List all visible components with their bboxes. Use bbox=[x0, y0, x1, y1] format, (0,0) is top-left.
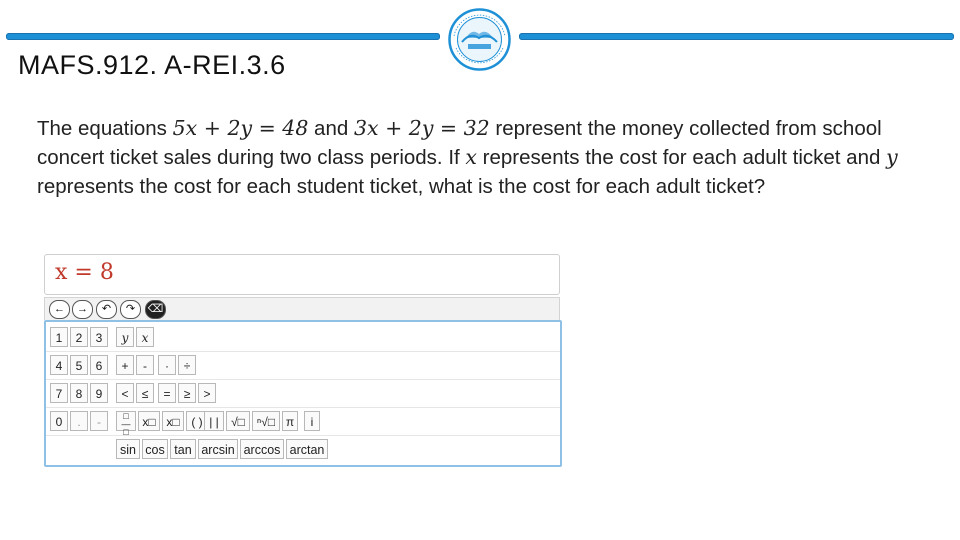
key-minus[interactable]: - bbox=[136, 355, 154, 375]
key-4[interactable]: 4 bbox=[50, 355, 68, 375]
key-absolute-value[interactable]: | | bbox=[204, 411, 224, 431]
keypad-divider bbox=[46, 379, 560, 380]
key-greater-equal[interactable]: ≥ bbox=[178, 383, 196, 403]
key-superscript[interactable]: x□ bbox=[138, 411, 160, 431]
key-greater-than[interactable]: > bbox=[198, 383, 216, 403]
key-divide[interactable]: ÷ bbox=[178, 355, 196, 375]
key-3[interactable]: 3 bbox=[90, 327, 108, 347]
header-bar-right bbox=[519, 33, 954, 40]
school-district-seal-icon bbox=[448, 8, 511, 71]
key-arcsin[interactable]: arcsin bbox=[198, 439, 238, 459]
equation-editor-toolbar bbox=[44, 297, 560, 320]
key-imaginary[interactable]: i bbox=[304, 411, 320, 431]
keypad-divider bbox=[46, 351, 560, 352]
redo-button[interactable]: ↷ bbox=[120, 300, 141, 319]
equation-2: 3x + 2y = 32 bbox=[353, 116, 490, 140]
equation-1: 5x + 2y = 48 bbox=[172, 116, 309, 140]
key-1[interactable]: 1 bbox=[50, 327, 68, 347]
key-5[interactable]: 5 bbox=[70, 355, 88, 375]
key-multiply[interactable]: · bbox=[158, 355, 176, 375]
key-9[interactable]: 9 bbox=[90, 383, 108, 403]
key-less-than[interactable]: < bbox=[116, 383, 134, 403]
key-plus[interactable]: + bbox=[116, 355, 134, 375]
key-equals[interactable]: = bbox=[158, 383, 176, 403]
key-sin[interactable]: sin bbox=[116, 439, 140, 459]
key-6[interactable]: 6 bbox=[90, 355, 108, 375]
question-text-part: represent the money collected from school concert ticket sales during two class periods. If bbox=[37, 117, 882, 169]
key-2[interactable]: 2 bbox=[70, 327, 88, 347]
question-text bbox=[37, 114, 942, 201]
undo-button[interactable]: ↶ bbox=[96, 300, 117, 319]
delete-button[interactable]: ⌫ bbox=[145, 300, 166, 319]
key-tan[interactable]: tan bbox=[170, 439, 196, 459]
key-7[interactable]: 7 bbox=[50, 383, 68, 403]
fraction-icon: □ — □ bbox=[121, 411, 131, 437]
answer-input[interactable] bbox=[44, 254, 560, 295]
key-y[interactable]: y bbox=[116, 327, 134, 347]
question-text-part: represents the cost for each student ticket, what is the cost for each adult ticket? bbox=[37, 175, 766, 198]
key-square-root[interactable]: √□ bbox=[226, 411, 250, 431]
question-text-part: The equations bbox=[37, 117, 173, 140]
key-x[interactable]: x bbox=[136, 327, 154, 347]
question-text-part: and bbox=[308, 117, 354, 140]
key-negative[interactable]: - bbox=[90, 411, 108, 431]
key-arctan[interactable]: arctan bbox=[286, 439, 328, 459]
back-arrow-button[interactable]: ← bbox=[49, 300, 70, 319]
forward-arrow-button[interactable]: → bbox=[72, 300, 93, 319]
key-cos[interactable]: cos bbox=[142, 439, 168, 459]
standard-code-title: MAFS.912. A-REI.3.6 bbox=[18, 50, 286, 80]
answer-value: x = 8 bbox=[55, 260, 114, 285]
key-parentheses[interactable]: ( ) bbox=[186, 411, 208, 431]
variable-x: x bbox=[465, 145, 477, 169]
variable-y: y bbox=[886, 145, 898, 169]
keypad-divider bbox=[46, 407, 560, 408]
key-0[interactable]: 0 bbox=[50, 411, 68, 431]
key-less-equal[interactable]: ≤ bbox=[136, 383, 154, 403]
key-arccos[interactable]: arccos bbox=[240, 439, 284, 459]
key-nth-root[interactable]: ⁿ√□ bbox=[252, 411, 280, 431]
question-text-part: represents the cost for each adult ticket and bbox=[476, 146, 887, 169]
key-fraction[interactable] bbox=[116, 411, 136, 437]
key-pi[interactable]: π bbox=[282, 411, 298, 431]
equation-keypad bbox=[44, 320, 562, 467]
key-subscript[interactable]: x□ bbox=[162, 411, 184, 431]
header-bar-left bbox=[6, 33, 440, 40]
key-8[interactable]: 8 bbox=[70, 383, 88, 403]
key-decimal[interactable]: . bbox=[70, 411, 88, 431]
